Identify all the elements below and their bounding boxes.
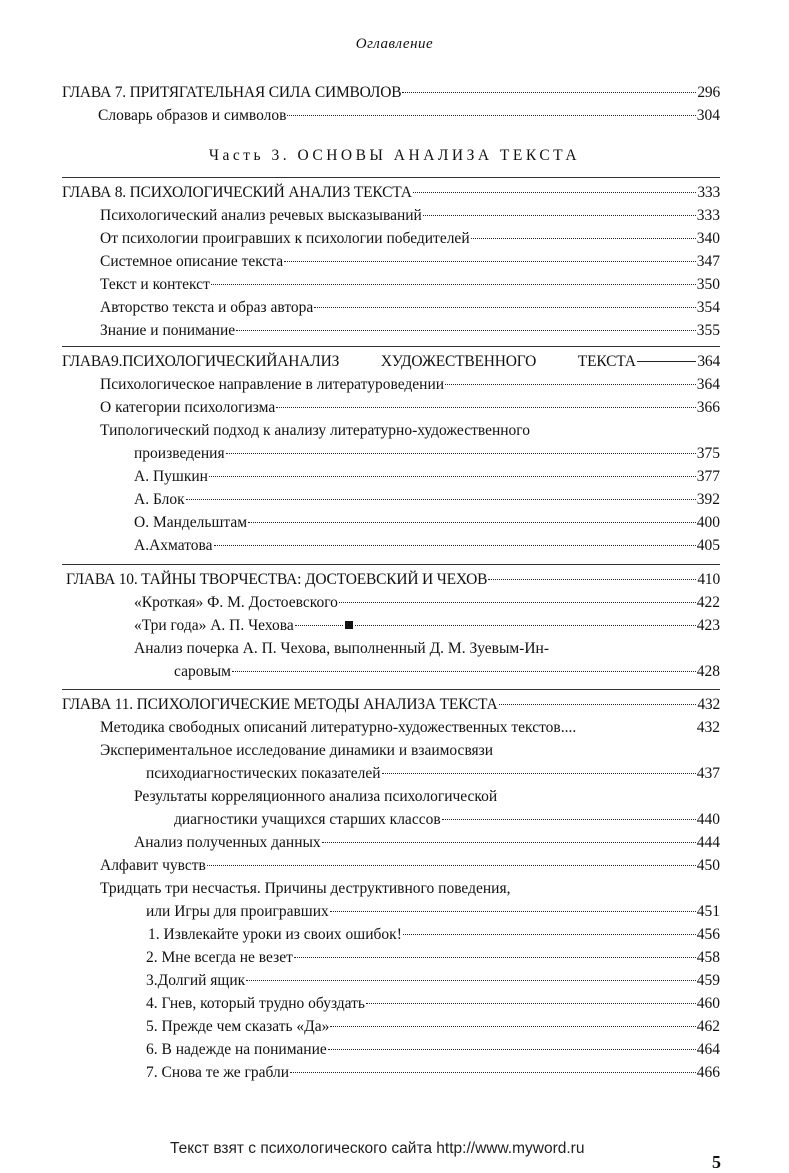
entry-page: 333 [697,184,720,201]
toc-entry [62,900,720,923]
entry-page: 437 [696,765,720,782]
page-number: 5 [712,1152,721,1172]
entry-title: 6. В надежде на понимание [146,1041,327,1058]
source-footer: Текст взят с психологического сайта http://www.myword.ru [170,1140,585,1157]
entry-page: 355 [696,322,720,339]
toc-entry-line: Тридцать три несчастья. Причины деструктивного поведения, [100,880,511,897]
toc-entry [62,992,720,1015]
entry-title: Алфавит чувств [100,857,206,874]
toc-entry [62,534,720,557]
entry-page: 450 [696,857,720,874]
toc-entry [62,946,720,969]
entry-title: 7. Снова те же грабли [146,1064,290,1081]
entry-page: 400 [696,514,720,531]
entry-page: 350 [696,276,720,293]
toc-entry [62,296,720,319]
entry-page: 432 [696,719,720,736]
toc-chapter-7 [62,81,720,127]
entry-title: Текст и контекст [100,276,210,293]
entry-title: Психологический анализ речевых высказываний [100,207,422,224]
toc-entry [62,693,720,716]
toc-entry [62,969,720,992]
entry-page: 366 [696,399,720,416]
entry-page: 458 [696,949,720,966]
toc-entry [62,716,720,739]
entry-title: 1. Извлекайте уроки из своих ошибок! [148,926,402,943]
entry-title: 5. Прежде чем сказать «Да» [146,1018,330,1035]
toc-chapter-8 [62,181,720,342]
part-title: Часть 3. ОСНОВЫ АНАЛИЗА ТЕКСТА [208,147,581,164]
entry-title: ГЛАВА 10. ТАЙНЫ ТВОРЧЕСТВА: ДОСТОЕВСКИЙ И ЧЕХОВ [66,571,488,588]
toc-entry [62,488,720,511]
entry-page: 347 [696,253,720,270]
entry-page: 377 [696,468,720,485]
toc-entry [62,273,720,296]
entry-page: 410 [697,571,720,588]
entry-title: психодиагностических показателей [146,765,381,782]
entry-page: 459 [696,972,720,989]
entry-page: 423 [696,617,720,634]
toc-entry [62,227,720,250]
toc-entry [62,1061,720,1084]
entry-page: 296 [697,84,720,101]
entry-title: От психологии проигравших к психологии победителей [100,230,470,247]
divider [62,689,720,690]
toc-entry [62,350,720,373]
toc-entry [62,181,720,204]
toc-entry [62,1015,720,1038]
entry-page: 432 [697,696,720,713]
entry-title: ГЛАВА 11. ПСИХОЛОГИЧЕСКИЕ МЕТОДЫ АНАЛИЗА ТЕКСТА [62,696,498,713]
divider [62,177,720,178]
toc-entry [62,808,720,831]
entry-title: Психологическое направление в литературоведении [100,376,445,393]
toc-entry [62,319,720,342]
entry-page: 364 [697,353,720,370]
toc-entry [62,831,720,854]
toc-entry [62,396,720,419]
toc-entry [62,923,720,946]
entry-page: 333 [696,207,720,224]
entry-title: ГЛАВА 7. ПРИТЯГАТЕЛЬНАЯ СИЛА СИМВОЛОВ [62,84,402,101]
entry-page: 466 [696,1064,720,1081]
toc-entry [62,591,720,614]
toc-entry [62,81,720,104]
toc-chapter-11 [62,693,720,1084]
entry-page: 440 [696,811,720,828]
entry-title: О категории психологизма [100,399,276,416]
scan-artifact [345,621,353,629]
toc-entry [62,1038,720,1061]
entry-title: Системное описание текста [100,253,284,270]
entry-title: «Три года» А. П. Чехова [134,617,294,634]
entry-title: Словарь образов и символов [98,107,287,124]
entry-page: 392 [696,491,720,508]
toc-entry [62,250,720,273]
toc-entry-line: Типологический подход к анализу литературно-художественного [100,422,531,439]
toc-entry-line: Результаты корреляционного анализа психологической [134,788,498,805]
entry-title: Знание и понимание [100,322,236,339]
entry-page: 340 [696,230,720,247]
running-header: Оглавление [355,36,434,52]
entry-page: 405 [696,537,720,554]
entry-page: 444 [696,834,720,851]
entry-page: 375 [696,445,720,462]
entry-page: 354 [696,299,720,316]
entry-page: 304 [696,107,720,124]
toc-entry [62,762,720,785]
entry-title: «Кроткая» Ф. М. Достоевского [134,594,338,611]
entry-title: 2. Мне всегда не везет [146,949,293,966]
toc-entry [62,660,720,683]
entry-page: 428 [696,663,720,680]
entry-title: А.Ахматова [134,537,213,554]
entry-title: произведения [134,445,225,462]
entry-page: 451 [696,903,720,920]
entry-title: Методика свободных описаний литературно-художественных текстов.... [100,719,577,736]
entry-page: 364 [696,376,720,393]
divider [62,564,720,565]
entry-title: 3.Долгий ящик [146,972,246,989]
entry-page: 464 [696,1041,720,1058]
toc-entry-line: Экспериментальное исследование динамики и взаимосвязи [100,742,494,759]
divider [62,346,720,347]
toc-entry [62,614,720,637]
entry-title: или Игры для проигравших [146,903,329,920]
entry-page: 422 [696,594,720,611]
entry-title: ГЛАВА9.ПСИХОЛОГИЧЕСКИЙАНАЛИЗ ХУДОЖЕСТВЕННОГО ТЕКСТА [62,353,636,370]
toc-entry [62,511,720,534]
toc-chapter-10 [62,568,720,683]
toc-entry [62,442,720,465]
toc-entry [62,204,720,227]
entry-title: А. Блок [134,491,185,508]
entry-title: ГЛАВА 8. ПСИХОЛОГИЧЕСКИЙ АНАЛИЗ ТЕКСТА [62,184,412,201]
entry-page: 462 [696,1018,720,1035]
toc-entry-line: Анализ почерка А. П. Чехова, выполненный Д. М. Зуевым-Ин- [134,640,549,657]
entry-title: диагностики учащихся старших классов [174,811,441,828]
toc-entry [62,373,720,396]
entry-title: Авторство текста и образ автора [100,299,314,316]
toc-entry [62,568,720,591]
toc-entry [62,104,720,127]
entry-title: О. Мандельштам [134,514,248,531]
toc-chapter-9 [62,350,720,557]
toc-entry [62,465,720,488]
toc-entry [62,854,720,877]
entry-page: 456 [696,926,720,943]
entry-title: А. Пушкин [134,468,208,485]
entry-page: 460 [696,995,720,1012]
entry-title: саровым [174,663,231,680]
entry-title: 4. Гнев, который трудно обуздать [146,995,365,1012]
entry-title: Анализ полученных данных [134,834,321,851]
